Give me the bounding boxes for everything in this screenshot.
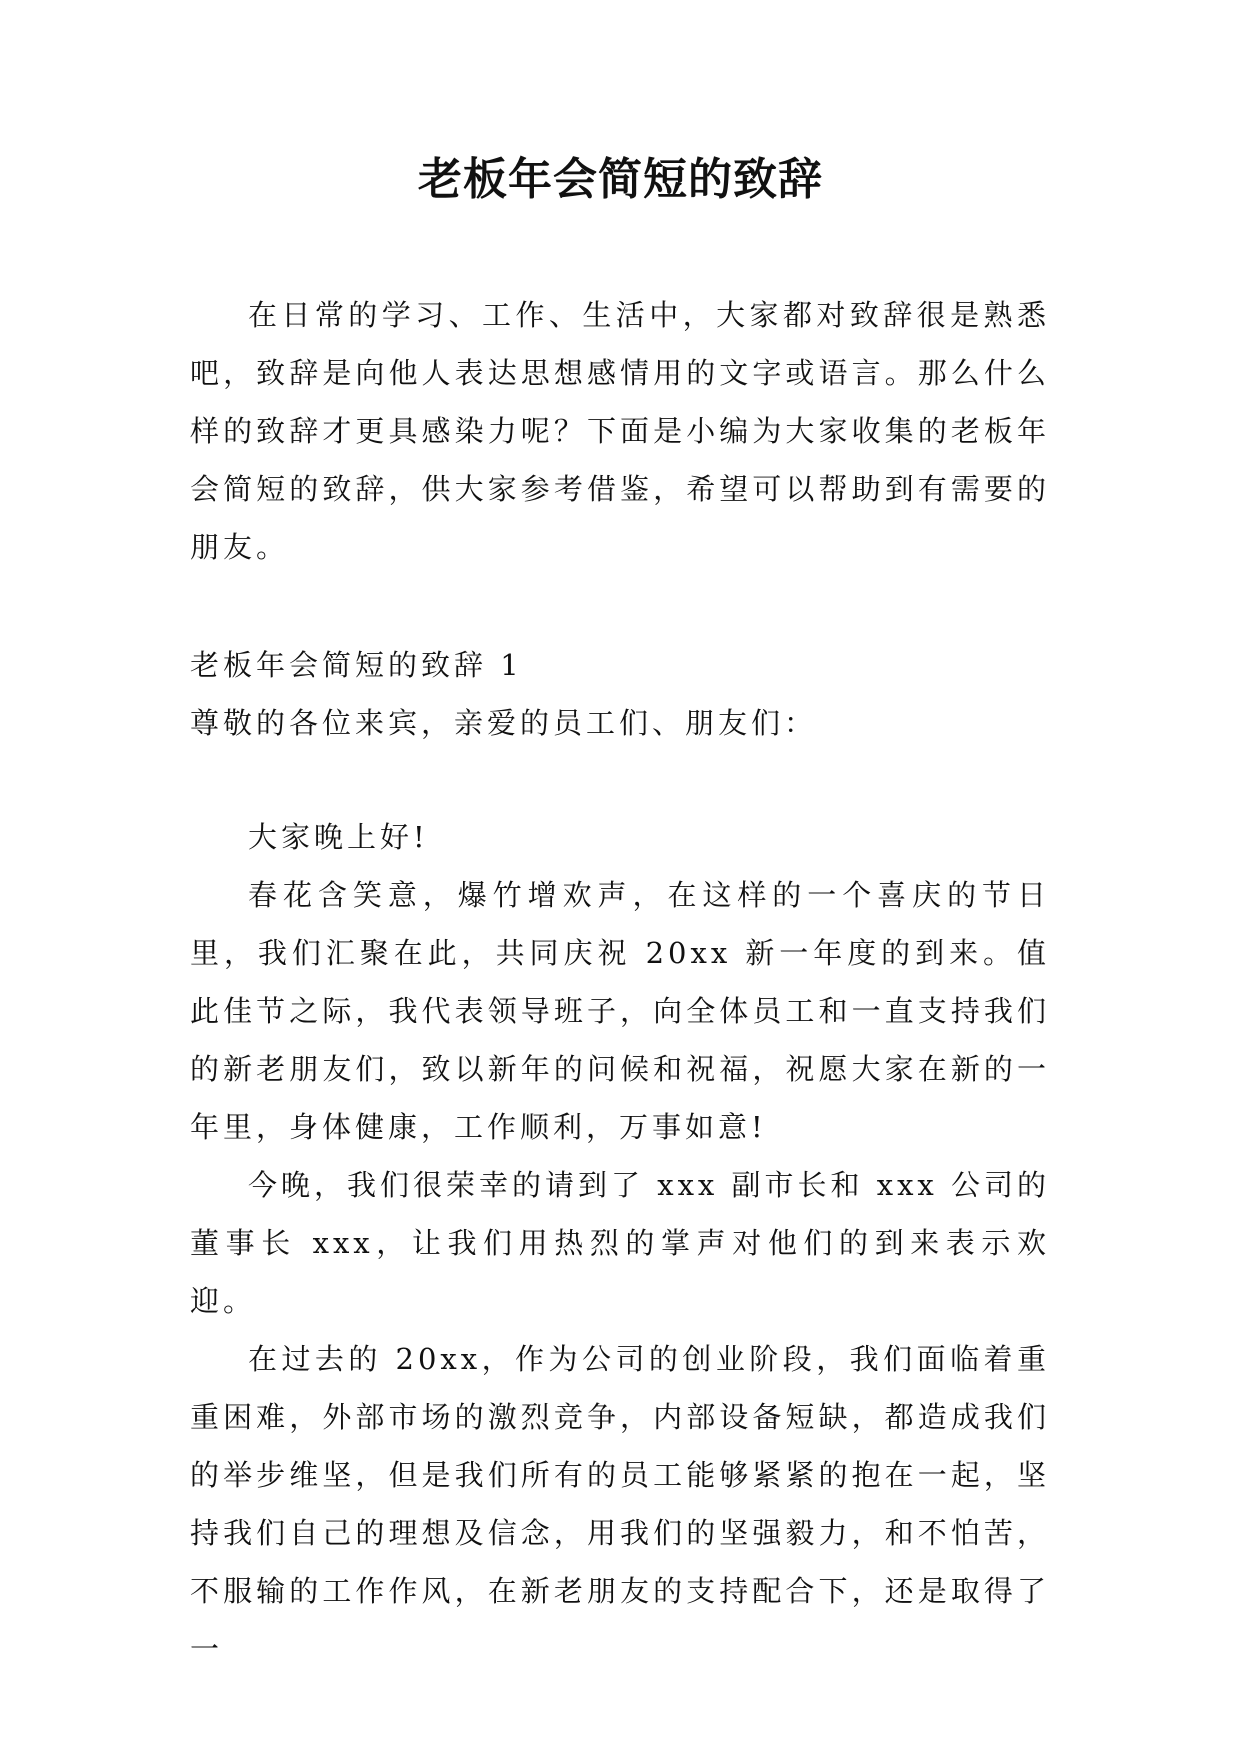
section-heading: 老板年会简短的致辞 1 <box>190 648 523 682</box>
speech-body <box>190 808 1050 1678</box>
speech-paragraph: 在过去的 20xx，作为公司的创业阶段，我们面临着重重困难，外部市场的激烈竞争，内部设备短缺，都造成我们的举步维坚，但是我们所有的员工能够紧紧的抱在一起，坚持我们自己的理想及信念，用我们的坚强毅力，和不怕苦，不服输的工作作风，在新老朋友的支持配合下，还是取得了一 <box>190 1342 1050 1666</box>
speech-paragraph: 大家晚上好! <box>248 820 429 854</box>
speech-paragraph: 春花含笑意，爆竹增欢声，在这样的一个喜庆的节日里，我们汇聚在此，共同庆祝 20xx 新一年度的到来。值此佳节之际，我代表领导班子，向全体员工和一直支持我们的新老朋友们，致以新年的问候和祝福，祝愿大家在新的一年里，身体健康，工作顺利，万事如意! <box>190 878 1050 1144</box>
section-block <box>190 636 1050 752</box>
speech-paragraph: 今晚，我们很荣幸的请到了 xxx 副市长和 xxx 公司的董事长 xxx，让我们用热烈的掌声对他们的到来表示欢迎。 <box>190 1168 1051 1318</box>
salutation: 尊敬的各位来宾，亲爱的员工们、朋友们： <box>190 706 818 740</box>
document-title: 老板年会简短的致辞 <box>418 154 823 205</box>
intro-paragraph: 在日常的学习、工作、生活中，大家都对致辞很是熟悉吧，致辞是向他人表达思想感情用的文字或语言。那么什么样的致辞才更具感染力呢？下面是小编为大家收集的老板年会简短的致辞，供大家参考借鉴，希望可以帮助到有需要的朋友。 <box>190 298 1050 564</box>
intro-block <box>190 286 1050 576</box>
